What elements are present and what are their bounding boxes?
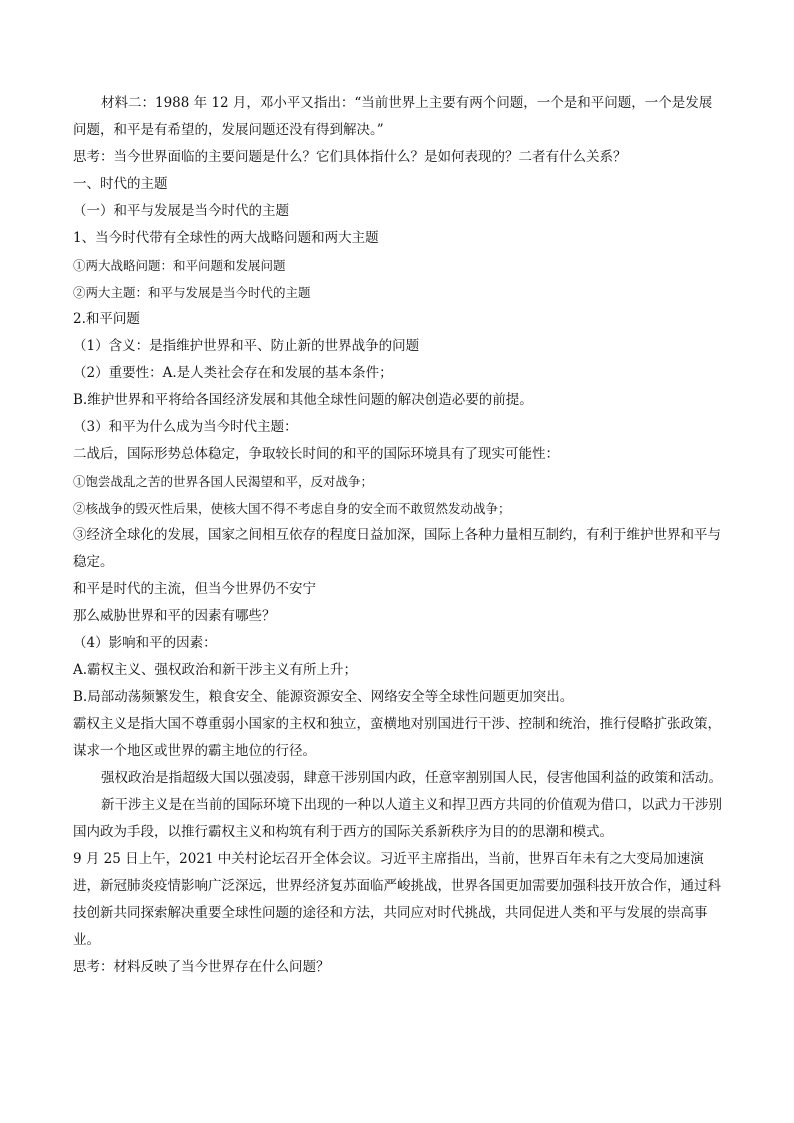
question-line: 那么威胁世界和平的因素有哪些？ (73, 608, 276, 624)
paragraph: 二战后，国际形势总体稳定，争取较长时间的和平的国际环境具有了现实可能性： (73, 446, 559, 462)
point-heading: 2.和平问题 (73, 311, 140, 327)
list-item: （3）和平为什么成为当今时代主题： (73, 419, 298, 435)
point-heading: 1、当今时代带有全球性的两大战略问题和两大主题 (73, 230, 379, 246)
list-item: ②两大主题：和平与发展是当今时代的主题 (73, 285, 311, 300)
section-heading: 一、时代的主题 (73, 176, 168, 192)
material-paragraph: 9 月 25 日上午，2021 中关村论坛召开全体会议。习近平主席指出，当前，世界百年未有之大变局加速演进，新冠肺炎疫情影响广泛深远，世界经济复苏面临严峻挑战，世界各国更加需要加强科技开放合作，通过科技创新共同探索解决重要全球性问题的途径和方法，共同应对时代挑战，共同促进人类和平与发展的崇高事业。 (73, 851, 721, 948)
list-item: （1）含义：是指维护世界和平、防止新的世界战争的问题 (73, 338, 420, 354)
paragraph: 和平是时代的主流，但当今世界仍不安宁 (73, 581, 316, 597)
subsection-heading: （一）和平与发展是当今时代的主题 (73, 203, 289, 219)
list-item: B.维护世界和平将给各国经济发展和其他全球性问题的解决创造必要的前提。 (73, 392, 533, 408)
question-line: 思考：当今世界面临的主要问题是什么？它们具体指什么？是如何表现的？二者有什么关系？ (73, 149, 627, 165)
list-item: ③经济全球化的发展，国家之间相互依存的程度日益加深，国际上各种力量相互制约，有利于维护世界和平与稳定。 (73, 527, 721, 570)
question-line: 思考：材料反映了当今世界存在什么问题？ (73, 959, 330, 975)
material-paragraph: 材料二：1988 年 12 月，邓小平又指出：“当前世界上主要有两个问题，一个是和平问题，一个是发展问题，和平是有希望的，发展问题还没有得到解决。” (73, 95, 713, 138)
list-item: （2）重要性：A.是人类社会存在和发展的基本条件； (73, 365, 393, 381)
definition-paragraph: 强权政治是指超级大国以强凌弱，肆意干涉别国内政，任意宰割别国人民，侵害他国利益的政策和活动。 (101, 770, 722, 786)
definition-paragraph: 霸权主义是指大国不尊重弱小国家的主权和独立，蛮横地对别国进行干涉、控制和统治，推行侵略扩张政策，谋求一个地区或世界的霸主地位的行径。 (73, 716, 721, 759)
list-item: ①饱尝战乱之苦的世界各国人民渴望和平，反对战争； (73, 474, 374, 489)
document-body (73, 90, 723, 981)
list-item: ①两大战略问题：和平问题和发展问题 (73, 258, 286, 273)
list-item: B.局部动荡频繁发生，粮食安全、能源资源安全、网络安全等全球性问题更加突出。 (73, 689, 574, 705)
definition-paragraph: 新干涉主义是在当前的国际环境下出现的一种以人道主义和捍卫西方共同的价值观为借口，以武力干涉别国内政为手段，以推行霸权主义和构筑有利于西方的国际关系新秩序为目的的思潮和模式。 (73, 797, 722, 840)
list-item: （4）影响和平的因素： (73, 635, 217, 651)
list-item: A.霸权主义、强权政治和新干涉主义有所上升； (73, 662, 358, 678)
list-item: ②核战争的毁灭性后果，使核大国不得不考虑自身的安全而不敢贸然发动战争； (73, 501, 511, 516)
